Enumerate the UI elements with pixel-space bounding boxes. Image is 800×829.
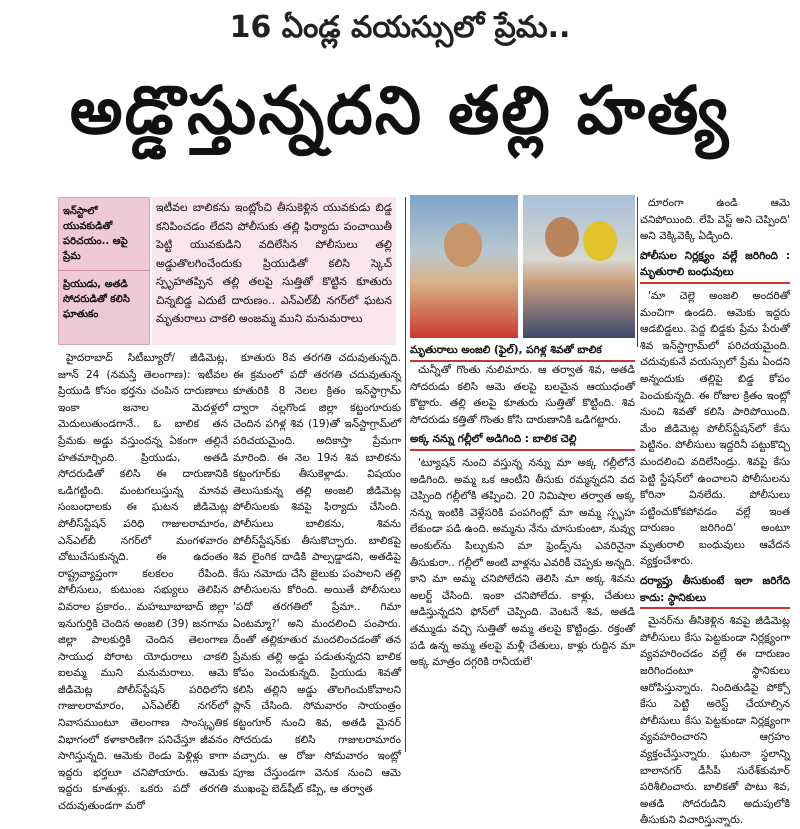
subheading: పోలీసుల నిర్లక్ష్యం వల్లే జరిగింది : మృతురాలి బంధువులు [640,248,790,284]
subheading: అక్క నన్ను గల్లీలో అడిగింది : బాలిక చెల్లి [410,431,635,451]
article-column-3 [410,362,635,752]
column-rule [637,197,638,347]
article-column-2 [233,350,401,796]
article-column-1 [58,350,228,813]
victim-photo [410,195,518,338]
face-shape [444,223,482,267]
highlight-sidebox [58,197,150,345]
article-paragraph: దూరంగా ఉండి ఆమె చనిపోయింది. లేపి వెస్ట్ అని చెప్పింది' అని వెక్కివెక్కి ఏడ్చింది. [640,197,790,243]
article-paragraph: 'మా చెల్లె అంజలి అందరితో మంచిగా ఉండది. ఆమెకు ఇద్దరు ఆడబిడ్డలు. పెద్ద బిడ్డకు ప్రేమ పేరుతో శివ ఇన్‌స్టాగ్రామ్‌లో పరిచయమైంది. చదువుకునే వయస్సులో ప్రేమ ఏందని అన్నందుకు తల్లిపై బిడ్డ కోపం పెంచుకున్నది. ఈ రోజుల క్రితం ఇంట్లో నుంచి శివతో కలిసి పారిపోయింది. మేం జీడిమెట్ల పోలీస్‌స్టేషన్‌లో కేసు పెట్టినం. పోలీసులు ఇద్దరినీ పట్టుకొచ్చి మందలించి వదిలేసిండ్రు. శివపై కేసు పెట్టి స్టేషన్‌లో ఉంచాలని పోలీసులను కోరినా వినలేదు. పోలీసులు పట్టించుకోకపోవడం వల్లే ఇంత దారుణం జరిగింది' అంటూ మృతురాలి బంధువులు ఆవేదన వ్యక్తంచేశారు. [640,289,790,568]
article-column-4 [640,195,790,827]
sidebox-item: ప్రియుడు, అతడి సోదరుడితో కలిసి ఘాతుకం [63,279,130,320]
subheading: దర్యాప్తు తీసుకుంటే ఇలా జరిగేది కాదు: స్థానికులు [640,573,790,609]
sidebox-item: ఇన్‌స్టాలో యువకుడితో పరిచయం.. ఆపై ప్రేమ [59,198,149,271]
column-rule [405,197,406,752]
photo-caption: మృతురాలు అంజలి (ఫైల్), పగిళ్ల శివతో బాలిక [410,342,635,362]
article-paragraph: చున్నీతో గొంతు నులిమారు. ఆ తర్వాత శివ, అతడి సోదరుడు కలిసి ఆమె తలపై బలమైన ఆయుధంతో కొట్టారు. తల్లి తలపై కూతురు సుత్తితో కొట్టింది. శివ సోదరుడు కత్తితో గొంతు కోసి దారుణానికి ఒడిగట్టారు. [410,364,635,426]
blur-mask [583,221,617,261]
article-paragraph: మైనర్‌ను తీసికెళ్లిన శివపై జీడిమెట్ల పోలీసులు కేసు పెట్టకుండా నిర్లక్ష్యంగా వ్యవహరించడం వల్లే ఈ దారుణం జరిగిందంటూ స్థానికులు ఆరోపిస్తున్నారు. నిందితుడిపై పోక్సో కేసు పెట్టి అరెస్ట్ చేయాల్సిన పోలీసులు కేసు పెట్టకుండా నిర్లక్ష్యంగా వ్యవహరించారని ఆగ్రహం వ్యక్తంచేస్తున్నారు. ఘటనా స్థలాన్ని బాలానగర్ డీసీపీ సురేశ్‌కుమార్ పరిశీలించారు. బాలికతో పాటు శివ, అతడి సోదరుడిని అదుపులోకి తీసుకుని విచారిస్తున్నారు. [640,615,790,827]
article-paragraph: కూతురు 8వ తరగతి చదువుతున్నది. ఈ క్రమంలో పదో తరగతి చదువుతున్న కూతురికి 8 నెలల క్రితం ఇన్‌స్టాగ్రామ్ ద్వారా నల్లగొండ జిల్లా కట్టంగూరుకు చెందిన పగిళ్ల శివ (19)తో ఇన్‌స్టాగ్రామ్‌లో పరిచయమైంది. అదికాస్తా ప్రేమగా మారింది. ఈ నెల 19న శివ బాలికను కట్టంగూర్‌కు తీసుకెళ్లాడు. విషయం తెలుసుకున్న తల్లి అంజలి జీడిమెట్ల పోలీసులకు శివపై ఫిర్యాదు చేసింది. పోలీసులు బాలికను, శివను పోలీస్‌స్టేషన్‌కు తీసుకొచ్చారు. బాలికపై శివ లైంగిక దాడికి పాల్పడ్డాడని, అతడిపై కేసు నమోదు చేసి జైలుకు పంపాలని తల్లి పోలీసులను కోరింది. అయితే పోలీసులు 'పదో తరగతిలో ప్రేమా.. గిమా ఏంటమ్మా?' అని మందలించి పంపారు. దీంతో తల్లికూతుర మందలించడంతో తన ప్రేమకు తల్లి అడ్డు పడుతున్నదని బాలిక కోపం పెంచుకున్నది. ప్రియుడు శివతో కలిసి తల్లిని అడ్డు తొలగించుకోవాలని ప్లాన్ చేసింది. సోమవారం సాయంత్రం కట్టంగూర్ నుంచి శివ, అతడి మైనర్ సోదరుడు కలిసి గాజులరామారం వచ్చారు. ఆ రోజు సోమవారం ఇంట్లో పూజ చేస్తుండగా వెనుక నుంచి ఆమె ముఖంపై బెడ్‌షీట్ కప్పి, ఆ తర్వాత [233,352,401,796]
accused-photo [523,195,635,338]
summary-box: ఇటీవల బాలికను ఇంట్లోంచి తీసుకెళ్లిన యువకుడు బిడ్డ కనిపించడం లేదని పోలీసుకు తల్లి ఫిర్యాదు పంచాయితీ పెట్టి యువకుడిని వదిలేసిన పోలీసులు తల్లి అడ్డుతొలగించేందుకు ప్రియుడితో కలిసి స్కెచ్ స్పృహతప్పిన తల్లి తలపై సుత్తితో కొట్టిన కూతురు చిన్నబిడ్డ ఎదుటే దారుణం.. ఎన్‌ఎల్‌బీ నగర్‌లో ఘటన మృతురాలు చాకలి అంజమ్మ ముని మనుమరాలు [152,197,396,345]
face-shape [545,217,579,257]
article-paragraph: హైదరాబాద్ సిటీబ్యూరో/ జీడిమెట్ల, జూన్ 24 (నమస్తే తెలంగాణ): ఇటీవల ప్రియుడి కోసం భర్తను చంపిన దారుణాలు ఇంకా జనాల మెదళ్లలో మెదులుతుండగానే.. ఓ బాలిక తన ప్రేమకు అడ్డు వస్తుందన్న ఏకంగా తల్లినే హతమార్చింది. ప్రియుడు, అతడి సోదరుడితో కలిసి ఈ దారుణానికి ఒడిగట్టింది. మంటగలుస్తున్న మానవ సంబంధాలకు ఈ ఘటన జీడిమెట్ల పోలీస్‌స్టేషన్ పరిధి గాజులరామారం, ఎన్‌ఎల్‌బీ నగర్‌లో మంగళవారం చోటుచేసుకున్నది. ఈ ఉదంతం రాష్ట్రవ్యాప్తంగా కలకలం రేపింది. పోలీసులు, కుటుంబ సభ్యులు తెలిపిన వివరాల ప్రకారం.. మహబూబాబాద్ జిల్లా ఇనుగుర్తికి చెందిన అంజలి (39) జనగామ జిల్లా పాలకుర్తికి చెందిన తెలంగాణ సాయుధ పోరాట యోధురాలు చాకలి ఐలమ్మ ముని మనుమరాలు. ఆమె జీడిమెట్ల పోలీస్‌స్టేషన్ పరిధిలోని గాజులరామారం, ఎన్‌ఎల్‌బీ నగర్‌లో నివాసముంటూ తెలంగాణ సాంస్కృతిక విభాగంలో కళాకారిణిగా పనిచేస్తూ జీవనం సాగిస్తున్నది. ఆమెకు రెండు పెళ్లిళ్లు కాగా ఇద్దరు భర్తలూ చనిపోయారు. ఆమెకు ఇద్దరు కూతుళ్లు. ఒకరు పదో తరగతి చదువుతుండగా మరో [58,352,228,813]
kicker-headline: 16 ఏండ్ల వయస్సులో ప్రేమ.. [229,10,571,45]
main-headline: అడ్డొస్తున్నదని తల్లి హత్య [69,72,731,149]
article-paragraph: 'ట్యూషన్ నుంచి వస్తున్న నన్ను మా అక్క గల్లీలోనే అడిగింది. అమ్మ ఒక ఆంటీని తీసుకు రమ్మన్నదని వద చెప్పింది గల్లీలోకి తప్పించి. 20 నిమిషాల తర్వాత అక్క నన్ను ఇంటికి వెళ్లేసరికి పంపగింట్లో మా అమ్మ స్పృహ లేకుండా పడి ఉంది. అమ్మను నేను చూసుకుంటా, నువ్వు అంకుల్‌ను పిల్చుకుని మా ఫ్రెండ్స్‌ను ఎవరినైనా తీసుకురా.. గల్లీలో అంటి వాళ్లను ఎవరికీ చెప్పకు అన్నది. కాని మా అమ్మ చనిపోలేదని తెలిసి మా అక్క శివను అలర్ట్ చేసింది. ఇంకా చనిపోలేదు. కాళ్లు, చేతులు ఆడిస్తున్నదని ఫోన్‌లో చెప్పింది. వెంటనే శివ, అతడి తమ్ముడు వచ్చి సుత్తితో అమ్మ తలపై కొట్టిండ్రు. రక్తంతో పడి ఉన్న అమ్మ తలపై మళ్లీ చేతులు, కాళ్లు రుద్దిన మా అక్క మాత్రం దగ్గరికి రానీయలే' [410,456,635,669]
